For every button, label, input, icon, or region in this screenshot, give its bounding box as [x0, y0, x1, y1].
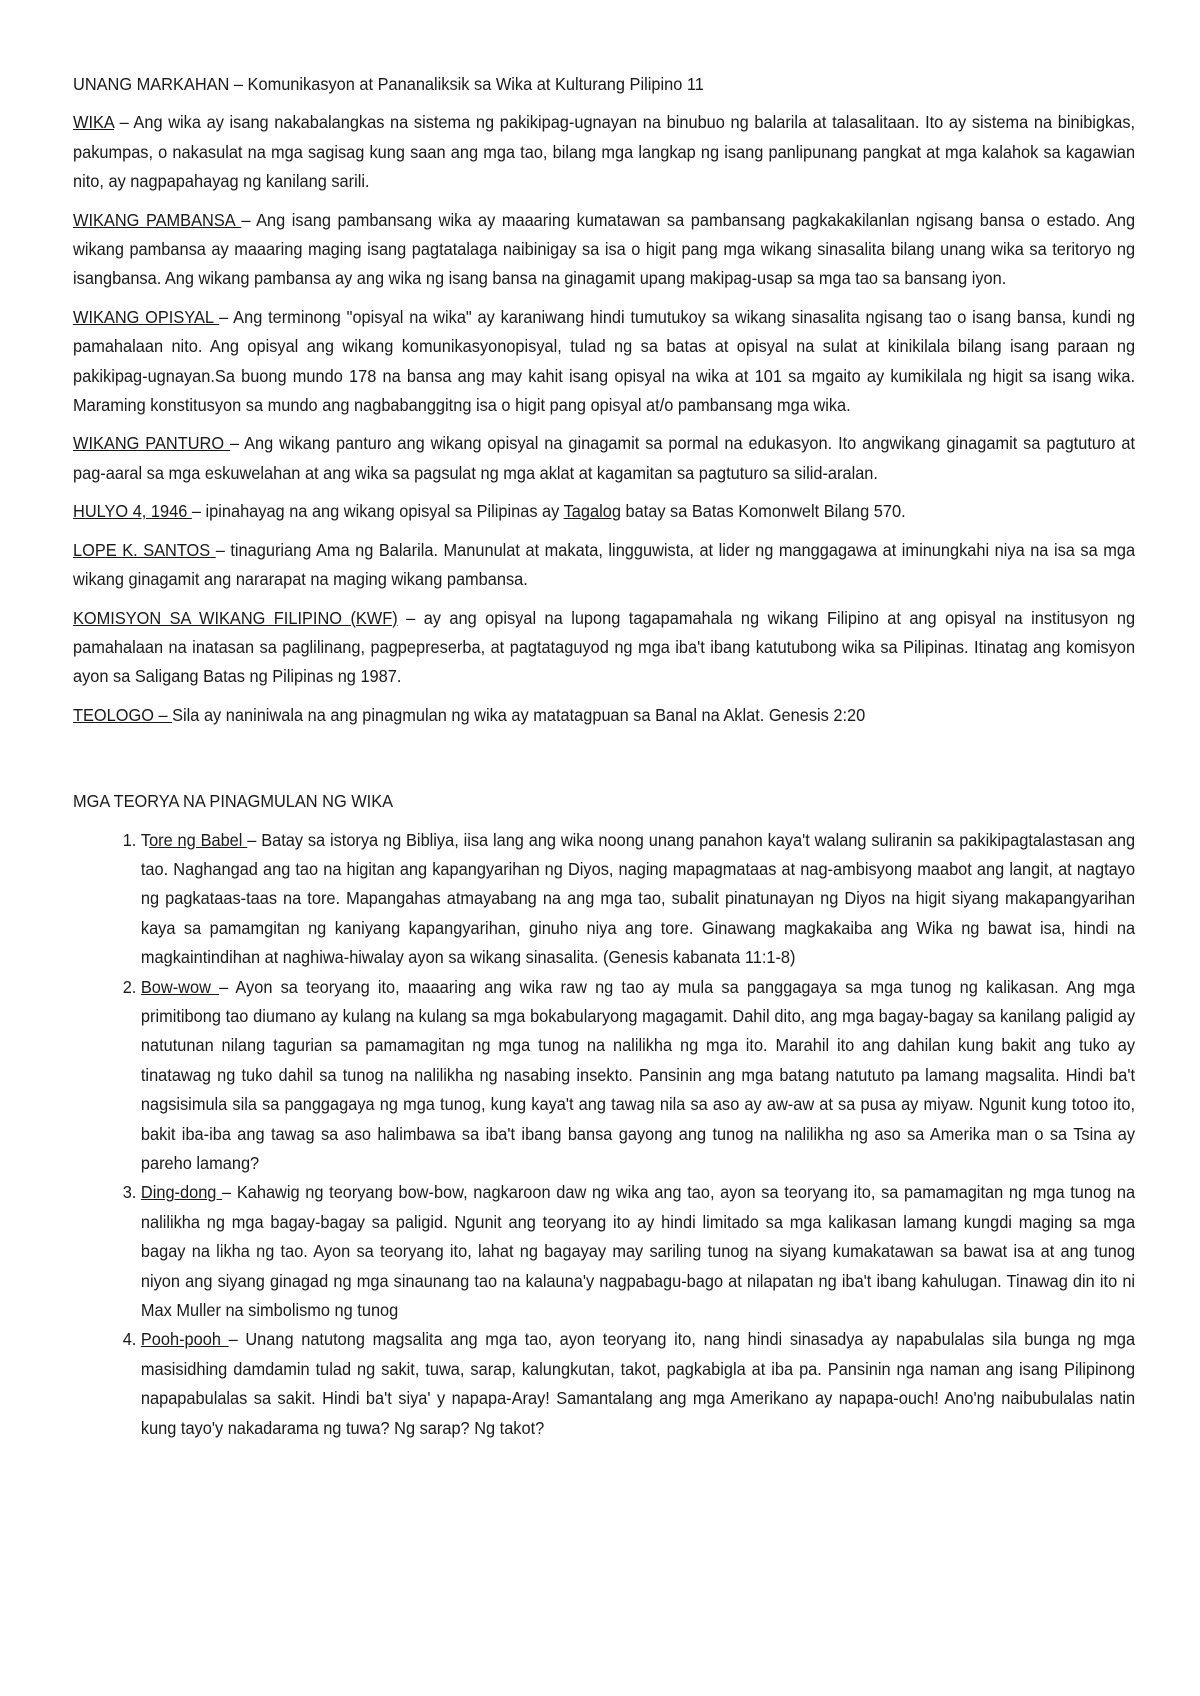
- definition-text: Ang wikang panturo ang wikang opisyal na ginagamit sa pormal na edukasyon. Ito angwikang ginagamit sa pagtuturo at pag-aaral sa mga eskuwelahan at ang wika sa pagsulat ng mga aklat at kagamitan sa pagtuturo sa silid-aralan.: [73, 433, 1136, 483]
- document-page: [73, 70, 1135, 1443]
- separator: –: [222, 1182, 237, 1203]
- separator: –: [247, 829, 262, 850]
- term: WIKA: [73, 112, 114, 133]
- definition-text: Ang isang pambansang wika ay maaaring kumatawan sa pambansang pagkakakilanlan ngisang bansa o estado. Ang wikang pambansa ay maaaring maging isang pagtatalaga naibinigay sa isa o higit pang mga wikang sinasalita bilang unang wika sa teritoryo ng isangbansa. Ang wikang pambansa ay ang wika ng isang bansa na ginagamit upang makipag-usap sa mga tao sa bansang iyon.: [73, 209, 1136, 289]
- theory-text: Batay sa istorya ng Bibliya, iisa lang ang wika noong unang panahon kaya't walang suliranin sa pakikipagtalastasan ang tao. Naghangad ang tao na higitan ang kapangyarihan ng Diyos, naging mapagmataas at nag-ambisyong maabot ang langit, at nagtayo ng pagkataas-taas na tore. Mapangahas atmayabang na ang mga tao, subalit pinatunayan ng Diyos na higit siyang makapangyarihan kaya sa pamamgitan ng kaniyang kapangyarihan, ginuho niya ang tore. Ginawang magkakaiba ang Wika ng bawat isa, hindi na magkaintindihan at naghiwa-hiwalay ayon sa wikang sinasalita. (Genesis kabanata 11:1-8): [140, 829, 1136, 968]
- definition-text: ipinahayag na ang wikang opisyal sa Pilipinas ay: [205, 501, 564, 522]
- theories-heading: MGA TEORYA NA PINAGMULAN NG WIKA: [73, 791, 394, 812]
- separator: –: [241, 209, 257, 230]
- document-title: UNANG MARKAHAN – Komunikasyon at Pananaliksik sa Wika at Kulturang Pilipino 11: [73, 74, 704, 94]
- term: HULYO 4, 1946: [73, 501, 192, 522]
- definition-teologo: [73, 701, 1135, 730]
- section-spacer: [73, 739, 1135, 787]
- theory-text: Ayon sa teoryang ito, maaaring ang wika raw ng tao ay mula sa panggagaya sa mga tunog ng kalikasan. Ang mga primitibong tao diumano ay kulang na kulang sa mga bokabularyong magagamit. Dahil dito, ang mga bagay-bagay sa kanilang paligid ay natutunan nilang tagurian sa pamamagitan ng mga tunog na nalilikha ng mga ito. Marahil ito ang dahilan kung bakit ang tuko ay tinatawag ng tuko dahil sa tunog na nalilikha ng nasabing insekto. Pansinin ang mga batang natututo pa lamang magsalita. Hindi ba't nagsisimula sila sa panggagaya ng mga tunog, kung kaya't ang tawag nila sa aso ay aw-aw at sa pusa ay miyaw. Ngunit kung totoo ito, bakit iba-iba ang tawag sa aso halimbawa sa iba't ibang bansa gayong ang tunog na nalilikha ng aso sa Amerika man o sa Tsina ay pareho lamang?: [140, 976, 1136, 1173]
- definition-hulyo-1946: [73, 497, 1135, 526]
- separator: –: [113, 112, 134, 133]
- term: WIKANG OPISYAL: [73, 306, 220, 327]
- separator: –: [219, 976, 236, 997]
- theory-text: Kahawig ng teoryang bow-bow, nagkaroon daw ng wika ang tao, ayon sa teoryang ito, sa pamamagitan ng mga tunog na nalilikha ng mga bagay-bagay sa paligid. Ngunit ang teoryang ito ay hindi limitado sa mga kalikasan lamang kungdi maging sa mga bagay na likha ng tao. Ayon sa teoryang ito, lahat ng bagayay may sariling tunog na siyang kumakatawan sa bawat isa at ang tunog niyon ang siyang ginagad ng mga sinaunang tao na kalauna'y nagpabagu-bago at nilapatan ng iba't ibang kahulugan. Tinawag din ito ni Max Muller na simbolismo ng tunog: [140, 1182, 1136, 1321]
- definition-wikang-panturo: [73, 429, 1135, 488]
- separator: –: [228, 1329, 246, 1350]
- theory-lead: T: [140, 829, 150, 850]
- term: LOPE K. SANTOS: [73, 539, 216, 560]
- definition-wikang-opisyal: [73, 303, 1135, 421]
- definition-text: Ang terminong "opisyal na wika" ay karaniwang hindi tumutukoy sa wikang sinasalita ngisang tao o isang bansa, kundi ng pamahalaan nito. Ang opisyal ang wikang komunikasyonopisyal, tulad ng sa batas at opisyal na sulat at kinikilala bilang isang paraan ng pakikipag-ugnayan.Sa buong mundo 178 na bansa ang may kahit isang opisyal na wika at 101 sa mgaito ay kumikilala ng higit sa isang wika. Maraming konstitusyon sa mundo ang nagbabanggitng isa o higit pang opisyal at/o pambansang mga wika.: [73, 306, 1136, 416]
- theory-tore-ng-babel: [141, 826, 1135, 973]
- separator: –: [215, 539, 231, 560]
- separator: –: [219, 306, 234, 327]
- definition-kwf: [73, 604, 1135, 692]
- definition-wika: [73, 108, 1135, 196]
- term-tagalog: Tagalog: [563, 501, 621, 522]
- definition-lope-k-santos: [73, 536, 1135, 595]
- definition-text: tinaguriang Ama ng Balarila. Manunulat at makata, lingguwista, at lider ng manggagawa at iminungkahi niya na isa sa mga wikang ginagamit ang nararapat na maging wikang pambansa.: [73, 539, 1136, 590]
- term: TEOLOGO –: [73, 704, 173, 725]
- definition-text: ay ang opisyal na lupong tagapamahala ng wikang Filipino at ang opisyal na institusyon ng pamahalaan na inatasan sa paglilinang, pagpepreserba, at pagtataguyod ng mga iba't ibang katutubong wika sa Pilipinas. Itinatag ang komisyon ayon sa Saligang Batas ng Pilipinas ng 1987.: [73, 607, 1136, 687]
- definition-text: Sila ay naniniwala na ang pinagmulan ng wika ay matatagpuan sa Banal na Aklat. Genesis 2:20: [172, 704, 866, 725]
- term: WIKANG PANTURO: [73, 433, 230, 454]
- definition-text-end: batay sa Batas Komonwelt Bilang 570.: [620, 501, 906, 522]
- theory-bow-wow: [141, 973, 1135, 1179]
- theories-list: [73, 826, 1135, 1444]
- definition-text: Ang wika ay isang nakabalangkas na sistema ng pakikipag-ugnayan na binubuo ng balarila at talasalitaan. Ito ay sistema na binibigkas, pakumpas, o nakasulat na mga sagisag kung saan ang mga tao, bilang mga langkap ng isang panlipunang pangkat at mga kalahok sa kagawian nito, ay nagpapahayag ng kanilang sarili.: [73, 112, 1136, 192]
- term: WIKANG PAMBANSA: [73, 209, 242, 230]
- separator: –: [397, 607, 424, 628]
- definition-wikang-pambansa: [73, 206, 1135, 294]
- separator: –: [229, 433, 245, 454]
- theory-term: Bow-wow: [140, 976, 220, 997]
- theory-term: ore ng Babel: [149, 829, 248, 850]
- separator: –: [191, 501, 206, 522]
- theory-term: Pooh-pooh: [140, 1329, 229, 1350]
- theory-pooh-pooh: [141, 1325, 1135, 1443]
- term: KOMISYON SA WIKANG FILIPINO (KWF): [73, 607, 398, 628]
- theory-ding-dong: [141, 1178, 1135, 1325]
- theory-text: Unang natutong magsalita ang mga tao, ayon teoryang ito, nang hindi sinasadya ay napabulalas sila bunga ng mga masisidhing damdamin tulad ng sakit, tuwa, sarap, kalungkutan, takot, pagkabigla at iba pa. Pansinin nga naman ang isang Pilipinong napapabulalas sa sakit. Hindi ba't siya' y napapa-Aray! Samantalang ang mga Amerikano ay napapa-ouch! Ano'ng naibubulalas natin kung tayo'y nakadarama ng tuwa? Ng sarap? Ng takot?: [140, 1329, 1136, 1438]
- theory-term: Ding-dong: [140, 1182, 223, 1203]
